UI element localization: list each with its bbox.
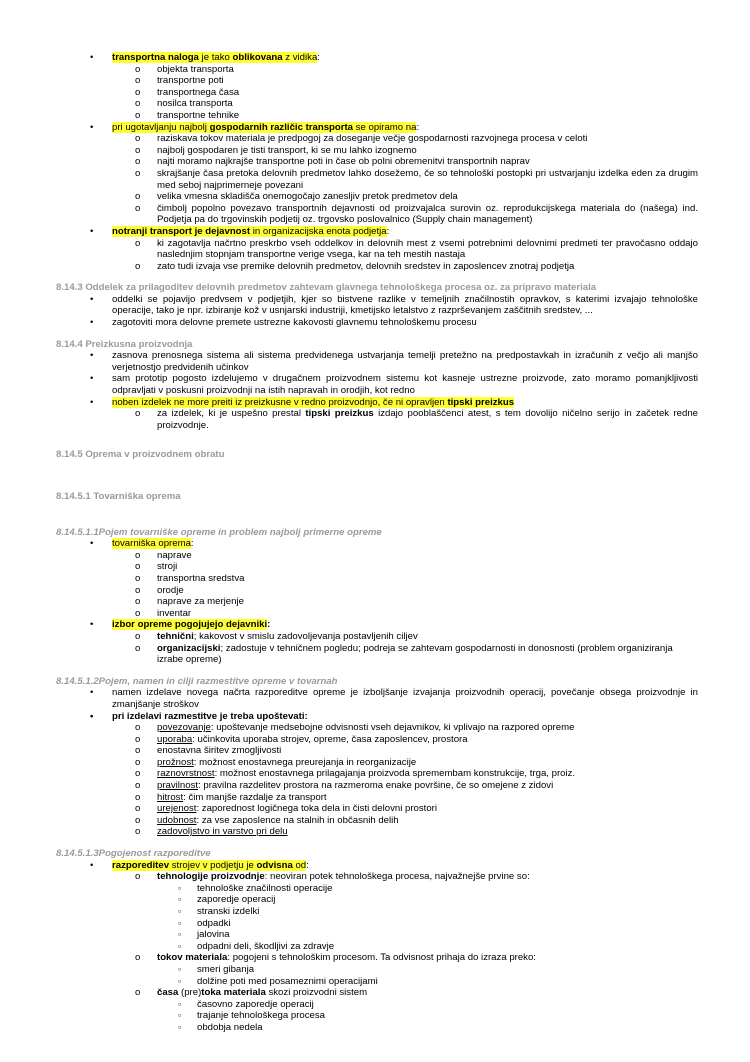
sub-sub-list xyxy=(0,999,750,1034)
highlighted-text: noben izdelek ne more preiti iz preizkusne v redno proizvodnjo, če ni opravljen xyxy=(112,396,448,408)
list-item: • pri ugotavljanju najbolj gospodarnih različic transporta se opiramo na: xyxy=(90,121,420,133)
circle-bullet-icon: o xyxy=(135,814,141,826)
square-bullet-icon: ▫ xyxy=(178,940,182,951)
sub-list-item: o transportnega časa xyxy=(135,86,240,98)
bullet-icon: • xyxy=(90,373,94,385)
sub-sub-list-item: ▫ dolžine poti med posameznimi operacijami xyxy=(178,975,378,987)
section-heading: 8.14.4 Preizkusna proizvodnja xyxy=(56,338,193,350)
sub-list-item: o nosilca transporta xyxy=(135,98,233,110)
sub-list-item: o za izdelek, ki je uspešno prestal tipski preizkus izdajo pooblaščenci atest, s tem dovolijo ničelno serijo in začetek redne proizvodnje. xyxy=(135,408,698,431)
bullet-list xyxy=(0,350,750,396)
sub-sub-list-item: ▫ stranski izdelki xyxy=(178,906,260,917)
sub-list-item: o čimbolj popolno povezavo transportnih dejavnosti od proizvajalca surovin oz. reprodukcijskega materiala do (našega) ind. Podjetja pa do trgovinskih podjetij oz. trgovsko poslovalnico (Supply chain management) xyxy=(135,202,698,226)
list-item: • namen izdelave novega načrta razporeditve opreme je izboljšanje izvajanja proizvodnih operacij, povečanje obsega proizvodnje in zmanjšanje stroškov xyxy=(90,687,698,710)
bullet-icon: • xyxy=(90,121,94,133)
sub-list-item: o hitrost: čim manjše razdalje za transport xyxy=(135,791,327,803)
circle-bullet-icon: o xyxy=(135,607,141,619)
sub-sub-list-item: ▫ tehnološke značilnosti operacije xyxy=(178,882,333,894)
sub-sub-list-item: ▫ časovno zaporedje operacij xyxy=(178,998,314,1010)
highlighted-term: oblikovana xyxy=(232,52,283,63)
circle-bullet-icon: o xyxy=(135,408,141,420)
bullet-icon: • xyxy=(90,293,94,305)
circle-bullet-icon: o xyxy=(135,756,141,768)
sub-list-item: o transportne tehnike xyxy=(135,109,240,121)
bullet-icon: • xyxy=(90,687,94,699)
circle-bullet-icon: o xyxy=(135,745,141,757)
sub-list xyxy=(0,550,750,620)
sub-list-item: o skrajšanje časa pretoka delovnih predmetov lahko dosežemo, če so tehnološki postopki pri ustvarjanju izdelka eden za drugim med seboj najprimerneje povezani xyxy=(135,167,698,191)
bullet-icon: • xyxy=(90,619,94,631)
bullet-icon: • xyxy=(90,350,94,362)
sub-list-item: o urejenost: zaporednost logičnega toka dela in čisti delovni prostori xyxy=(135,803,437,815)
circle-bullet-icon: o xyxy=(135,156,141,168)
list-item: • oddelki se pojavijo predvsem v podjetjih, kjer so bistvene razlike v temeljnih značilnostih opravkov, s katerimi izvajajo tehnološke operacije, tako je npr. izbiranje kož v usnjarski industriji, kmetijsko letalstvo z razprševanjem zaščitnih sredstev, ... xyxy=(90,293,698,317)
highlighted-term: izbor opreme pogojujejo dejavniki xyxy=(112,619,268,631)
circle-bullet-icon: o xyxy=(135,826,141,838)
sub-list xyxy=(0,631,750,666)
square-bullet-icon: ▫ xyxy=(178,998,182,1009)
circle-bullet-icon: o xyxy=(135,98,141,110)
sub-list-item: o prožnost: možnost enostavnega preurejanja in reorganizacije xyxy=(135,756,417,768)
highlighted-term: transportna naloga xyxy=(112,52,199,63)
square-bullet-icon: ▫ xyxy=(178,894,182,905)
square-bullet-icon: ▫ xyxy=(178,1010,182,1021)
sub-list-item: o transportne poti xyxy=(135,75,224,87)
circle-bullet-icon: o xyxy=(135,791,141,803)
bullet-icon: • xyxy=(90,396,94,408)
sub-list-item: o naprave xyxy=(135,549,192,561)
sub-list xyxy=(0,64,750,122)
circle-bullet-icon: o xyxy=(135,133,141,145)
circle-bullet-icon: o xyxy=(135,987,141,999)
circle-bullet-icon: o xyxy=(135,75,141,87)
list-item: • izbor opreme pogojujejo dejavniki: xyxy=(90,619,271,631)
square-bullet-icon: ▫ xyxy=(178,929,182,940)
section-heading: 8.14.5.1.1Pojem tovarniške opreme in problem najbolj primerne opreme xyxy=(56,526,382,538)
circle-bullet-icon: o xyxy=(135,630,141,642)
highlighted-term: tipski preizkus xyxy=(447,396,515,408)
sub-list-item: o ki zagotavlja načrtno preskrbo vseh oddelkov in delovnih mest z vsemi potrebnimi delovnimi predmeti ter pravočasno oddajo naslednjim stopnjam transportne verige vsega, kar na teh mestih nastaja xyxy=(135,237,698,261)
sub-list xyxy=(0,722,750,838)
circle-bullet-icon: o xyxy=(135,144,141,156)
section-heading: 8.14.5 Oprema v proizvodnem obratu xyxy=(56,449,225,461)
square-bullet-icon: ▫ xyxy=(178,917,182,928)
square-bullet-icon: ▫ xyxy=(178,1021,182,1032)
highlighted-text: tovarniška oprema xyxy=(112,538,191,550)
circle-bullet-icon: o xyxy=(135,584,141,596)
circle-bullet-icon: o xyxy=(135,780,141,792)
sub-list-item: o enostavna širitev zmogljivosti xyxy=(135,745,282,757)
sub-list-item: o pravilnost: pravilna razdelitev prostora na razmeroma enake površine, če so omejene z zidovi xyxy=(135,780,554,792)
sub-sub-list-item: ▫ odpadki xyxy=(178,917,231,929)
sub-list-item: o tokov materiala: pogojeni s tehnološkim procesom. Ta odvisnost prihaja do izraza preko: xyxy=(135,952,536,964)
square-bullet-icon: ▫ xyxy=(178,975,182,986)
sub-list-item: o tehnični; kakovost v smislu zadovoljevanja postavljenih ciljev xyxy=(135,630,418,642)
sub-list-item: o stroji xyxy=(135,561,178,573)
sub-sub-list-item: ▫ trajanje tehnološkega procesa xyxy=(178,1010,326,1022)
sub-list-item: o raznovrstnost: možnost enostavnega prilagajanja proizvoda spremembam konstrukcije, trga, proiz. xyxy=(135,768,576,780)
circle-bullet-icon: o xyxy=(135,191,141,203)
sub-list-item: o najti moramo najkrajše transportne poti in čase ob polni obremenitvi transportnih naprav xyxy=(135,156,530,168)
highlighted-text: pri ugotavljanju najbolj xyxy=(112,121,210,133)
sub-list-item: o zadovoljstvo in varstvo pri delu xyxy=(135,826,288,838)
list-item: • zasnova prenosnega sistema ali sistema predvidenega ustvarjanja temelji pretežno na predpostavkah in izračunih z večjo ali manjšo verjetnostjo predvidenih učinkov xyxy=(90,350,698,373)
circle-bullet-icon: o xyxy=(135,733,141,745)
circle-bullet-icon: o xyxy=(135,167,141,179)
sub-list-item: o inventar xyxy=(135,607,192,619)
bullet-icon: • xyxy=(90,225,94,237)
circle-bullet-icon: o xyxy=(135,109,141,121)
bullet-icon: • xyxy=(90,859,94,871)
sub-list-item: o transportna sredstva xyxy=(135,572,245,584)
highlighted-text: se opiramo na xyxy=(353,121,417,133)
section-heading: 8.14.3 Oddelek za prilagoditev delovnih predmetov zahtevam glavnega tehnološkega procesa oz. za pripravo materiala xyxy=(56,282,597,294)
bullet-icon: • xyxy=(90,52,94,63)
circle-bullet-icon: o xyxy=(135,642,141,654)
sub-sub-list-item: ▫ jalovina xyxy=(178,929,230,941)
list-item: • razporeditev strojev v podjetju je odvisna od: xyxy=(90,859,309,871)
bullet-icon: • xyxy=(90,538,94,550)
circle-bullet-icon: o xyxy=(135,86,141,98)
sub-list-item: o povezovanje: upoštevanje medsebojne odvisnosti vseh dejavnikov, ki vplivajo na razpored opreme xyxy=(135,722,575,734)
sub-sub-list-item: ▫ obdobja nedela xyxy=(178,1021,263,1033)
sub-list-item: o velika vmesna skladišča onemogočajo zanesljiv pretok predmetov dela xyxy=(135,191,458,203)
sub-list-item: o zato tudi izvaja vse premike delovnih predmetov, delovnih sredstev in zaposlencev znotraj podjetja xyxy=(135,260,575,272)
section-heading: 8.14.5.1 Tovarniška oprema xyxy=(56,491,181,502)
sub-list xyxy=(0,238,750,273)
circle-bullet-icon: o xyxy=(135,237,141,249)
sub-list xyxy=(0,133,750,226)
square-bullet-icon: ▫ xyxy=(178,963,182,974)
circle-bullet-icon: o xyxy=(135,596,141,608)
list-item: • tovarniška oprema: xyxy=(90,538,194,550)
square-bullet-icon: ▫ xyxy=(178,906,182,916)
sub-list-item: o naprave za merjenje xyxy=(135,596,244,608)
sub-list-item: o organizacijski; zadostuje v tehničnem pogledu; podreja se zahtevam gospodarnosti in donosnosti (problem organiziranja izrabe opreme) xyxy=(135,642,673,666)
sub-sub-list-item: ▫ odpadni deli, škodljivi za zdravje xyxy=(178,940,335,952)
circle-bullet-icon: o xyxy=(135,260,141,272)
circle-bullet-icon: o xyxy=(135,722,141,734)
highlighted-text: in organizacijska enota podjetja xyxy=(250,225,387,237)
section-heading: 8.14.5.1.2Pojem, namen in cilji razmestitve opreme v tovarnah xyxy=(56,675,338,687)
document-page xyxy=(0,52,750,1034)
highlighted-term: gospodarnih različic transporta xyxy=(209,121,354,133)
highlighted-text: z vidika xyxy=(282,52,318,63)
circle-bullet-icon: o xyxy=(135,768,141,780)
square-bullet-icon: ▫ xyxy=(178,882,182,893)
sub-list-item: o tehnologije proizvodnje: neoviran potek tehnološkega procesa, najvažnejše prvine so: xyxy=(135,871,530,883)
circle-bullet-icon: o xyxy=(135,871,141,883)
sub-list-item: o orodje xyxy=(135,584,184,596)
highlighted-term: notranji transport je dejavnost xyxy=(112,225,251,237)
bullet-icon: • xyxy=(90,317,94,329)
sub-sub-list xyxy=(0,964,750,987)
sub-list-item: o udobnost: za vse zaposlence na stalnih in občasnih delih xyxy=(135,814,399,826)
list-item: • pri izdelavi razmestitve je treba upoštevati: xyxy=(90,710,308,722)
colon: : xyxy=(317,52,320,63)
sub-list-item: o objekta transporta xyxy=(135,63,234,75)
circle-bullet-icon: o xyxy=(135,63,141,75)
sub-list-item: o časa (pre)toka materiala skozi proizvodni sistem xyxy=(135,987,368,999)
circle-bullet-icon: o xyxy=(135,803,141,815)
bullet-list xyxy=(0,294,750,329)
circle-bullet-icon: o xyxy=(135,549,141,561)
sub-list-item: o raziskava tokov materiala je predpogoj za doseganje večje gospodarnosti razvojnega procesa v celoti xyxy=(135,133,588,145)
circle-bullet-icon: o xyxy=(135,572,141,584)
sub-list-item: o uporaba: učinkovita uporaba strojev, opreme, časa zaposlencev, prostora xyxy=(135,733,468,745)
highlighted-text: je tako xyxy=(198,52,233,63)
list-item: • sam prototip pogosto izdelujemo v drugačnem proizvodnem sistemu kot kasneje ustrezne proizvode, zato moramo pomanjkljivosti odpravljati v poskusni proizvodnji na istih napravah in orodjih, kot redno xyxy=(90,373,698,397)
list-item xyxy=(0,52,750,64)
list-item: • zagotoviti mora delovne premete ustrezne kakovosti glavnemu tehnološkemu procesu xyxy=(90,317,477,329)
sub-sub-list xyxy=(0,883,750,953)
sub-sub-list-item: ▫ zaporedje operacij xyxy=(178,894,276,906)
circle-bullet-icon: o xyxy=(135,561,141,573)
list-item: • notranji transport je dejavnost in organizacijska enota podjetja: xyxy=(90,225,390,237)
sub-list-item: o najbolj gospodaren je tisti transport, ki se mu lahko izognemo xyxy=(135,144,417,156)
section-heading: 8.14.5.1.3Pogojenost razporeditve xyxy=(56,848,211,860)
sub-sub-list-item: ▫ smeri gibanja xyxy=(178,963,255,975)
list-item xyxy=(0,397,750,409)
circle-bullet-icon: o xyxy=(135,952,141,964)
bullet-icon: • xyxy=(90,710,94,722)
circle-bullet-icon: o xyxy=(135,202,141,214)
